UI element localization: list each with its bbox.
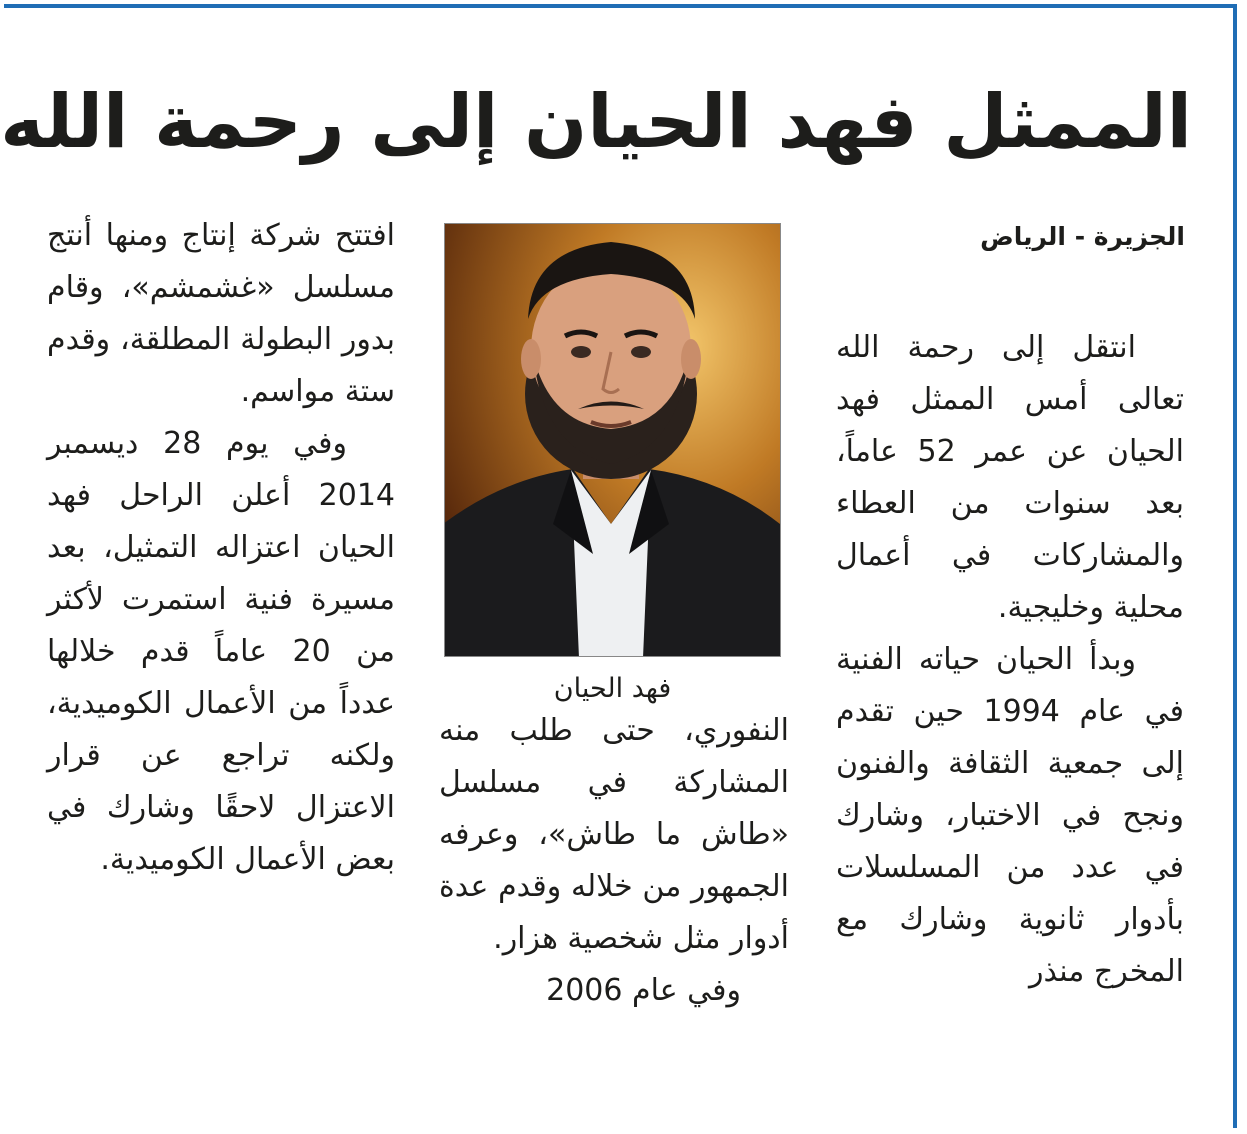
- paragraph: افتتح شركة إنتاج ومنها أنتج مسلسل «غشمشم»، وقام بدور البطولة المطلقة، وقدم ستة مواسم.: [47, 218, 395, 409]
- photo-caption: فهد الحيان: [553, 673, 672, 704]
- paragraph: وفي يوم 28 ديسمبر 2014 أعلن الراحل فهد الحيان اعتزاله التمثيل، بعد مسيرة فنية استمرت لأكثر من 20 عاماً قدم خلالها عدداً من الأعمال الكوميدية، ولكنه تراجع عن قرار الاعتزال لاحقًا وشارك في بعض الأعمال الكوميدية.: [47, 426, 395, 877]
- portrait-photo: [444, 223, 781, 657]
- paragraph: النفوري، حتى طلب منه المشاركة في مسلسل «طاش ما طاش»، وعرفه الجمهور من خلاله وقدم عدة أدوار مثل شخصية هزار.: [439, 713, 789, 956]
- article-column-right: [836, 322, 1184, 998]
- headline: الممثل فهد الحيان إلى رحمة الله: [0, 79, 1192, 165]
- paragraph: وبدأ الحيان حياته الفنية في عام 1994 حين تقدم إلى جمعية الثقافة والفنون ونجح في الاختبار، وشارك في عدد من المسلسلات بأدوار ثانوية وشارك مع المخرج منذر: [836, 642, 1184, 989]
- dateline: الجزيرة - الرياض: [980, 222, 1185, 251]
- paragraph: انتقل إلى رحمة الله تعالى أمس الممثل فهد الحيان عن عمر 52 عاماً، بعد سنوات من العطاء والمشاركات في أعمال محلية وخليجية.: [836, 330, 1184, 625]
- portrait-illustration: [444, 224, 780, 657]
- article-column-left: [47, 210, 395, 886]
- article-column-middle: [439, 705, 789, 1017]
- paragraph: وفي عام 2006: [546, 973, 741, 1008]
